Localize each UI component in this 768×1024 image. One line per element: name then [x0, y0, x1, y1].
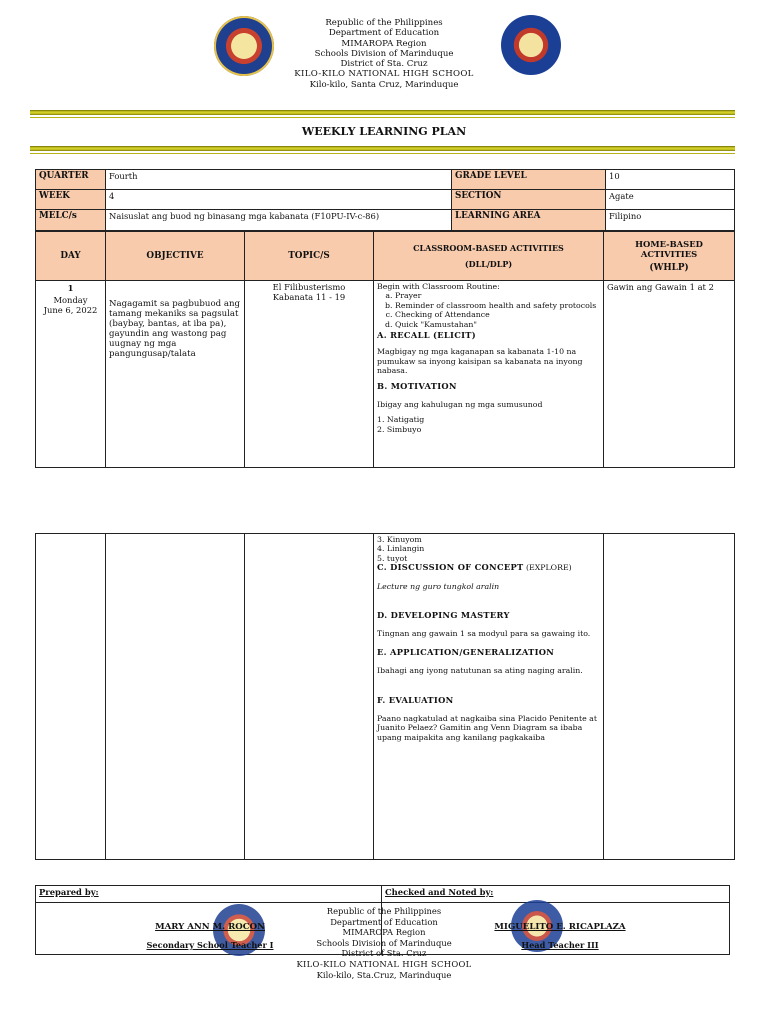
divider-bottom — [30, 146, 735, 151]
quarter-label: QUARTER — [36, 170, 106, 190]
word-item: 1. Natigatig — [377, 415, 425, 425]
header-line: Schools Division of Marinduque — [314, 48, 454, 59]
topic-chapters: Kabanata 11 - 19 — [272, 292, 346, 302]
topic-title: El Filibusterismo — [272, 282, 346, 292]
recall-text: Magbigay ng mga kaganapan sa kabanata 1-10 na pumukaw sa inyong kaisipan sa kabanata na inyong nabasa. — [377, 347, 583, 376]
week-label: WEEK — [36, 190, 106, 210]
day-cell — [36, 281, 106, 468]
col-home-activities — [604, 232, 735, 281]
divider-top — [30, 110, 735, 115]
day-name: Monday — [53, 295, 88, 305]
divider-top-thin — [30, 117, 735, 118]
mastery-heading: D. DEVELOPING MASTERY — [377, 610, 510, 621]
topic-cell — [245, 281, 374, 468]
col-home-line1: HOME-BASED ACTIVITIES — [635, 239, 703, 259]
footer-line: MIMAROPA Region — [342, 927, 426, 938]
plan-table — [35, 231, 735, 468]
routine-item: a. Prayer — [395, 291, 600, 300]
evaluation-text: Paano nagkatulad at nagkaiba sina Placido Penitente at Juanito Pelaez? Gamitin ang Venn Diagram sa ibaba upang maipakita ang kanilang pagkakaiba — [377, 714, 597, 742]
discussion-heading-text: C. DISCUSSION OF CONCEPT — [377, 562, 524, 573]
header-line: Republic of the Philippines — [325, 18, 443, 28]
footer-school-name: KILO-KILO NATIONAL HIGH SCHOOL — [296, 958, 472, 969]
checked-by-label — [382, 886, 730, 903]
day-number: 1 — [67, 283, 74, 293]
word-item: 5. tuyot — [377, 553, 408, 563]
footer-line: Department of Education — [330, 916, 438, 927]
word-item: 3. Kinuyom — [377, 535, 422, 544]
evaluation-heading: F. EVALUATION — [377, 694, 454, 705]
footer-line: District of Sta. Cruz — [341, 948, 427, 959]
learning-area-value: Filipino — [606, 210, 735, 231]
section-value: Agate — [606, 190, 735, 210]
application-heading: E. APPLICATION/GENERALIZATION — [377, 646, 555, 657]
school-address: Kilo-kilo, Santa Cruz, Marinduque — [309, 79, 459, 90]
page-title: WEEKLY LEARNING PLAN — [301, 125, 467, 138]
checker-title: Head Teacher III — [521, 940, 599, 950]
application-text: Ibahagi ang iyong natutunan sa ating naging aralin. — [377, 666, 583, 676]
col-day: DAY — [36, 232, 106, 281]
objective-text: Nagagamit sa pagbubuod ang tamang mekaniks sa pagsulat (baybay, bantas, at iba pa), gayundin ang wastong pag uugnay ng mga pangungusap/talata — [109, 299, 241, 359]
col-classroom-line2: (DLL/DLP) — [464, 259, 513, 269]
routine-item: b. Reminder of classroom health and safety protocols — [395, 301, 600, 310]
home-activities-continued — [604, 534, 735, 860]
learning-area-label: LEARNING AREA — [452, 210, 606, 231]
routine-heading: Begin with Classroom Routine: — [377, 282, 500, 291]
divider-bottom-thin — [30, 153, 735, 154]
school-header — [0, 18, 768, 90]
word-item: 4. Linlangin — [377, 544, 425, 554]
grade-level-value: 10 — [606, 170, 735, 190]
col-classroom-activities — [374, 232, 604, 281]
preparer-name: MARY ANN M. ROCON — [155, 922, 265, 932]
objective-cell-continued — [106, 534, 245, 860]
recall-heading: A. RECALL (ELICIT) — [377, 330, 476, 341]
objective-cell — [106, 281, 245, 468]
col-classroom-line1: CLASSROOM-BASED ACTIVITIES — [413, 243, 564, 253]
header-line: Department of Education — [328, 28, 440, 39]
routine-item: c. Checking of Attendance — [395, 310, 600, 319]
header-line: District of Sta. Cruz — [340, 59, 428, 70]
preparer-title: Secondary School Teacher I — [146, 940, 274, 950]
melc-value: Naisuslat ang buod ng binasang mga kabanata (F10PU-IV-c-86) — [106, 210, 452, 231]
header-line: MIMAROPA Region — [341, 38, 427, 49]
quarter-value: Fourth — [106, 170, 452, 190]
routine-list — [377, 291, 600, 329]
topic-cell-continued — [245, 534, 374, 860]
school-footer — [0, 906, 768, 980]
motivation-heading: B. MOTIVATION — [377, 380, 457, 391]
mastery-text: Tingnan ang gawain 1 sa modyul para sa gawaing ito. — [377, 629, 591, 639]
discussion-text: Lecture ng guro tungkol aralin — [377, 581, 500, 591]
school-name: KILO-KILO NATIONAL HIGH SCHOOL — [294, 69, 474, 80]
info-table — [35, 169, 735, 231]
classroom-activities-cell — [374, 281, 604, 468]
plan-table-continued — [35, 533, 735, 860]
section-label: SECTION — [452, 190, 606, 210]
discussion-tag: (EXPLORE) — [525, 563, 572, 573]
footer-address: Kilo-kilo, Sta.Cruz, Marinduque — [316, 969, 452, 980]
discussion-heading — [377, 563, 600, 572]
footer-line: Republic of the Philippines — [326, 906, 442, 916]
home-activities-cell — [604, 281, 735, 468]
week-value: 4 — [106, 190, 452, 210]
grade-level-label: GRADE LEVEL — [452, 170, 606, 190]
classroom-activities-continued — [374, 534, 604, 860]
day-date: June 6, 2022 — [43, 305, 98, 315]
motivation-text: Ibigay ang kahulugan ng mga sumusunod — [377, 400, 543, 410]
melc-label: MELC/s — [36, 210, 106, 231]
checked-by-text: Checked and Noted by: — [385, 887, 494, 897]
day-cell-continued — [36, 534, 106, 860]
col-objective: OBJECTIVE — [106, 232, 245, 281]
footer-line: Schools Division of Marinduque — [316, 937, 452, 948]
prepared-by-label — [36, 886, 382, 903]
col-topics: TOPIC/S — [245, 232, 374, 281]
word-item: 2. Simbuyo — [377, 424, 422, 434]
prepared-by-text: Prepared by: — [39, 887, 99, 897]
col-home-line2: (WHLP) — [649, 263, 689, 273]
home-activity-text: Gawin ang Gawain 1 at 2 — [607, 282, 714, 292]
routine-item: d. Quick "Kamustahan" — [395, 320, 600, 329]
checker-name: MIGUELITO E. RICAPLAZA — [494, 922, 626, 932]
